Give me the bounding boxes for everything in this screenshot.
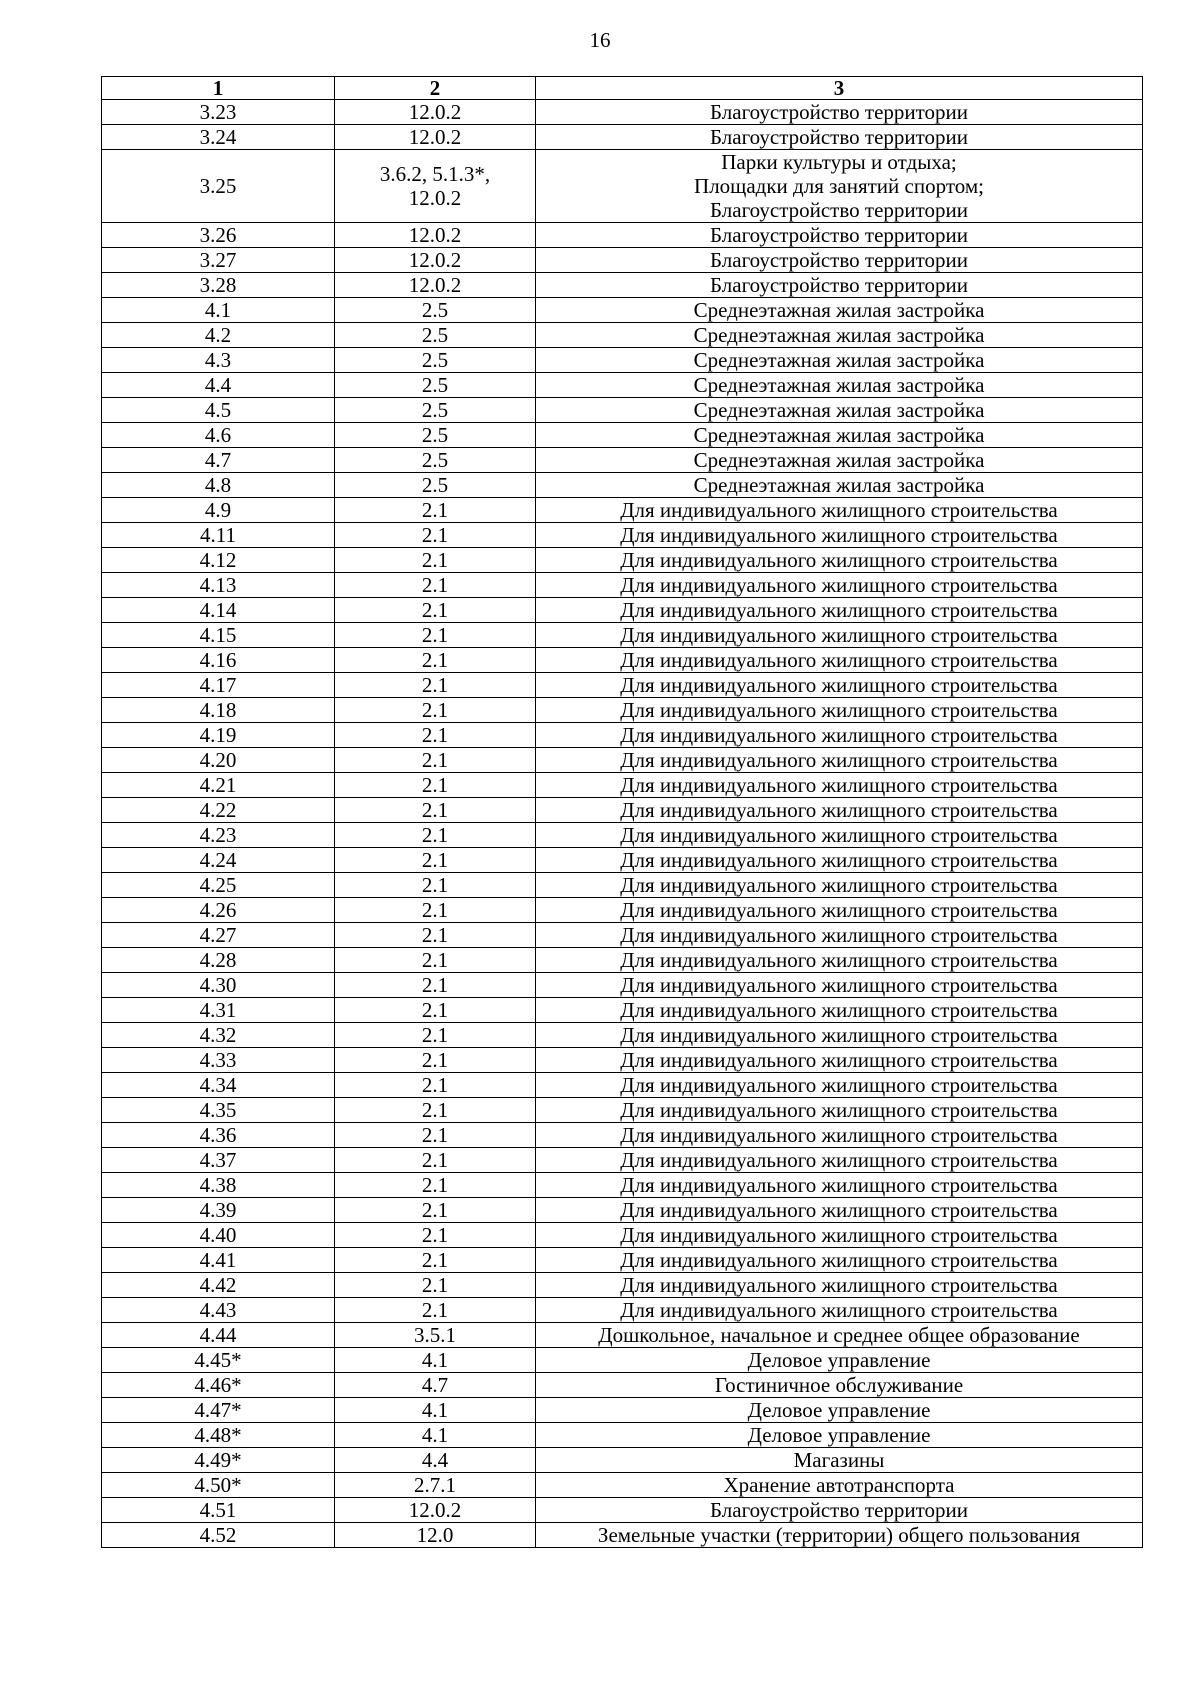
- cell-usage-type: Для индивидуального жилищного строительства: [536, 948, 1143, 973]
- cell-zone-number: 4.15: [102, 623, 335, 648]
- table-row: [102, 1273, 1143, 1298]
- cell-zone-number: 4.30: [102, 973, 335, 998]
- table-row: [102, 1148, 1143, 1173]
- cell-code: 2.1: [335, 898, 536, 923]
- cell-usage-type: Для индивидуального жилищного строительства: [536, 748, 1143, 773]
- cell-zone-number: 4.46*: [102, 1373, 335, 1398]
- cell-zone-number: 4.5: [102, 398, 335, 423]
- table-row: [102, 898, 1143, 923]
- table-row: [102, 348, 1143, 373]
- cell-code: 4.4: [335, 1448, 536, 1473]
- cell-zone-number: 4.4: [102, 373, 335, 398]
- zoning-table: [101, 76, 1143, 1548]
- table-row: [102, 623, 1143, 648]
- table-row: [102, 1523, 1143, 1548]
- cell-line: Благоустройство территории: [710, 198, 968, 222]
- table-row: [102, 1423, 1143, 1448]
- cell-line: 12.0.2: [408, 186, 462, 210]
- table-row: [102, 398, 1143, 423]
- table-body: [102, 100, 1143, 1548]
- cell-code: 12.0.2: [335, 100, 536, 125]
- table-row: [102, 1098, 1143, 1123]
- table-row: [102, 1173, 1143, 1198]
- table-row: [102, 698, 1143, 723]
- cell-usage-type: Среднеэтажная жилая застройка: [536, 423, 1143, 448]
- cell-zone-number: 4.37: [102, 1148, 335, 1173]
- cell-zone-number: 3.25: [102, 150, 335, 223]
- cell-usage-type: Для индивидуального жилищного строительства: [536, 873, 1143, 898]
- cell-zone-number: 4.17: [102, 673, 335, 698]
- cell-line: 3.6.2, 5.1.3*,: [379, 162, 491, 186]
- table-row: [102, 1373, 1143, 1398]
- cell-usage-type: Для индивидуального жилищного строительства: [536, 723, 1143, 748]
- cell-usage-type: Для индивидуального жилищного строительства: [536, 1023, 1143, 1048]
- cell-zone-number: 4.36: [102, 1123, 335, 1148]
- cell-zone-number: 4.21: [102, 773, 335, 798]
- cell-zone-number: 4.45*: [102, 1348, 335, 1373]
- cell-zone-number: 4.40: [102, 1223, 335, 1248]
- cell-code: 2.1: [335, 823, 536, 848]
- cell-code: 12.0.2: [335, 273, 536, 298]
- cell-zone-number: 4.34: [102, 1073, 335, 1098]
- table-row: [102, 298, 1143, 323]
- cell-zone-number: 4.20: [102, 748, 335, 773]
- cell-zone-number: 4.7: [102, 448, 335, 473]
- table-row: [102, 498, 1143, 523]
- cell-zone-number: 4.2: [102, 323, 335, 348]
- cell-usage-type: Благоустройство территории: [536, 125, 1143, 150]
- cell-usage-type: Среднеэтажная жилая застройка: [536, 398, 1143, 423]
- cell-zone-number: 4.9: [102, 498, 335, 523]
- cell-code: 2.1: [335, 573, 536, 598]
- cell-code: 2.1: [335, 948, 536, 973]
- cell-usage-type: Земельные участки (территории) общего пользования: [536, 1523, 1143, 1548]
- cell-code: 2.5: [335, 348, 536, 373]
- cell-usage-type: Для индивидуального жилищного строительства: [536, 998, 1143, 1023]
- column-header-1: 1: [102, 77, 335, 100]
- cell-code: 3.5.1: [335, 1323, 536, 1348]
- cell-code: 2.1: [335, 1098, 536, 1123]
- cell-code: 2.1: [335, 773, 536, 798]
- cell-usage-type: Среднеэтажная жилая застройка: [536, 298, 1143, 323]
- cell-zone-number: 4.12: [102, 548, 335, 573]
- table-row: [102, 948, 1143, 973]
- cell-code: 2.5: [335, 398, 536, 423]
- cell-code: 2.1: [335, 498, 536, 523]
- table-row: [102, 523, 1143, 548]
- cell-code: 2.1: [335, 723, 536, 748]
- cell-zone-number: 4.31: [102, 998, 335, 1023]
- cell-zone-number: 4.47*: [102, 1398, 335, 1423]
- cell-zone-number: 4.32: [102, 1023, 335, 1048]
- cell-zone-number: 4.52: [102, 1523, 335, 1548]
- cell-usage-type: Благоустройство территории: [536, 1498, 1143, 1523]
- cell-code: 2.1: [335, 523, 536, 548]
- cell-usage-type: Для индивидуального жилищного строительства: [536, 548, 1143, 573]
- table-row: [102, 798, 1143, 823]
- cell-code: 2.1: [335, 548, 536, 573]
- table-row: [102, 150, 1143, 223]
- cell-zone-number: 4.44: [102, 1323, 335, 1348]
- cell-code: 2.1: [335, 1223, 536, 1248]
- cell-zone-number: 3.28: [102, 273, 335, 298]
- table-row: [102, 923, 1143, 948]
- cell-zone-number: 3.27: [102, 248, 335, 273]
- cell-zone-number: 4.48*: [102, 1423, 335, 1448]
- cell-usage-type: Для индивидуального жилищного строительства: [536, 898, 1143, 923]
- cell-zone-number: 3.26: [102, 223, 335, 248]
- cell-line: Площадки для занятий спортом;: [694, 174, 984, 198]
- table-row: [102, 848, 1143, 873]
- cell-usage-type: Для индивидуального жилищного строительства: [536, 498, 1143, 523]
- cell-zone-number: 4.13: [102, 573, 335, 598]
- cell-zone-number: 4.42: [102, 1273, 335, 1298]
- table-row: [102, 598, 1143, 623]
- cell-zone-number: 4.1: [102, 298, 335, 323]
- table-row: [102, 973, 1143, 998]
- cell-code: 2.1: [335, 923, 536, 948]
- cell-usage-type: Дошкольное, начальное и среднее общее образование: [536, 1323, 1143, 1348]
- table-row: [102, 1198, 1143, 1223]
- cell-code: 12.0.2: [335, 248, 536, 273]
- cell-code: 2.7.1: [335, 1473, 536, 1498]
- cell-usage-type: Для индивидуального жилищного строительства: [536, 773, 1143, 798]
- table-row: [102, 723, 1143, 748]
- cell-usage-type: Для индивидуального жилищного строительства: [536, 798, 1143, 823]
- cell-code: 4.7: [335, 1373, 536, 1398]
- cell-code: 2.1: [335, 673, 536, 698]
- cell-zone-number: 4.18: [102, 698, 335, 723]
- cell-zone-number: 3.24: [102, 125, 335, 150]
- table-row: [102, 823, 1143, 848]
- cell-usage-type: Для индивидуального жилищного строительства: [536, 1073, 1143, 1098]
- cell-zone-number: 4.28: [102, 948, 335, 973]
- cell-code: 12.0.2: [335, 125, 536, 150]
- cell-usage-type: Деловое управление: [536, 1348, 1143, 1373]
- cell-zone-number: 4.33: [102, 1048, 335, 1073]
- cell-code: 2.1: [335, 848, 536, 873]
- cell-code: 2.1: [335, 798, 536, 823]
- cell-zone-number: 4.50*: [102, 1473, 335, 1498]
- cell-code: 4.1: [335, 1423, 536, 1448]
- cell-usage-type: Для индивидуального жилищного строительства: [536, 848, 1143, 873]
- cell-zone-number: 4.26: [102, 898, 335, 923]
- table-row: [102, 125, 1143, 150]
- table-row: [102, 100, 1143, 125]
- cell-code: 2.1: [335, 648, 536, 673]
- cell-zone-number: 4.41: [102, 1248, 335, 1273]
- table-row: [102, 748, 1143, 773]
- cell-code: 2.1: [335, 1248, 536, 1273]
- table-row: [102, 1248, 1143, 1273]
- cell-usage-type: Для индивидуального жилищного строительства: [536, 1198, 1143, 1223]
- column-header-3: 3: [536, 77, 1143, 100]
- cell-code: 4.1: [335, 1348, 536, 1373]
- page-number: 16: [589, 28, 611, 52]
- cell-usage-type: Для индивидуального жилищного строительства: [536, 623, 1143, 648]
- table-row: [102, 1023, 1143, 1048]
- table-row: [102, 273, 1143, 298]
- cell-code: [335, 150, 536, 223]
- cell-usage-type: Для индивидуального жилищного строительства: [536, 673, 1143, 698]
- cell-usage-type: Гостиничное обслуживание: [536, 1373, 1143, 1398]
- cell-zone-number: 4.6: [102, 423, 335, 448]
- cell-usage-type: Для индивидуального жилищного строительства: [536, 823, 1143, 848]
- cell-code: 12.0: [335, 1523, 536, 1548]
- cell-code: 12.0.2: [335, 1498, 536, 1523]
- cell-usage-type: Для индивидуального жилищного строительства: [536, 923, 1143, 948]
- table-row: [102, 548, 1143, 573]
- cell-code: 2.1: [335, 1148, 536, 1173]
- cell-usage-type: Для индивидуального жилищного строительства: [536, 1148, 1143, 1173]
- cell-usage-type: [536, 150, 1143, 223]
- cell-zone-number: 4.49*: [102, 1448, 335, 1473]
- cell-code: 2.5: [335, 323, 536, 348]
- cell-code: 12.0.2: [335, 223, 536, 248]
- cell-usage-type: Для индивидуального жилищного строительства: [536, 973, 1143, 998]
- cell-zone-number: 4.43: [102, 1298, 335, 1323]
- cell-usage-type: Среднеэтажная жилая застройка: [536, 448, 1143, 473]
- cell-zone-number: 4.8: [102, 473, 335, 498]
- cell-zone-number: 4.11: [102, 523, 335, 548]
- table-row: [102, 373, 1143, 398]
- cell-usage-type: Среднеэтажная жилая застройка: [536, 373, 1143, 398]
- cell-code: 2.5: [335, 423, 536, 448]
- cell-code: 2.5: [335, 373, 536, 398]
- table-row: [102, 473, 1143, 498]
- cell-code: 2.1: [335, 698, 536, 723]
- cell-usage-type: Для индивидуального жилищного строительства: [536, 648, 1143, 673]
- cell-usage-type: Для индивидуального жилищного строительства: [536, 1248, 1143, 1273]
- cell-zone-number: 4.3: [102, 348, 335, 373]
- cell-code: 2.1: [335, 1123, 536, 1148]
- cell-code: 2.1: [335, 598, 536, 623]
- cell-code: 2.1: [335, 1173, 536, 1198]
- cell-usage-type: Благоустройство территории: [536, 223, 1143, 248]
- cell-usage-type: Для индивидуального жилищного строительства: [536, 1273, 1143, 1298]
- table-row: [102, 998, 1143, 1023]
- table-row: [102, 773, 1143, 798]
- table-row: [102, 673, 1143, 698]
- table-row: [102, 1298, 1143, 1323]
- table-row: [102, 1448, 1143, 1473]
- cell-usage-type: Для индивидуального жилищного строительства: [536, 1048, 1143, 1073]
- cell-code: 2.1: [335, 873, 536, 898]
- table-row: [102, 1223, 1143, 1248]
- cell-code: 2.1: [335, 1273, 536, 1298]
- cell-usage-type: Благоустройство территории: [536, 248, 1143, 273]
- table-row: [102, 448, 1143, 473]
- table-row: [102, 573, 1143, 598]
- table-row: [102, 1348, 1143, 1373]
- cell-usage-type: Магазины: [536, 1448, 1143, 1473]
- table-row: [102, 1073, 1143, 1098]
- cell-usage-type: Для индивидуального жилищного строительства: [536, 573, 1143, 598]
- cell-usage-type: Для индивидуального жилищного строительства: [536, 1298, 1143, 1323]
- cell-zone-number: 4.35: [102, 1098, 335, 1123]
- cell-code: 2.1: [335, 748, 536, 773]
- cell-code: 2.1: [335, 973, 536, 998]
- cell-usage-type: Хранение автотранспорта: [536, 1473, 1143, 1498]
- cell-usage-type: Среднеэтажная жилая застройка: [536, 473, 1143, 498]
- cell-zone-number: 4.23: [102, 823, 335, 848]
- table-row: [102, 223, 1143, 248]
- table-header-row: [102, 77, 1143, 100]
- cell-zone-number: 4.24: [102, 848, 335, 873]
- cell-zone-number: 4.27: [102, 923, 335, 948]
- cell-zone-number: 4.39: [102, 1198, 335, 1223]
- cell-usage-type: Для индивидуального жилищного строительства: [536, 598, 1143, 623]
- cell-zone-number: 4.38: [102, 1173, 335, 1198]
- table-row: [102, 1398, 1143, 1423]
- cell-usage-type: Для индивидуального жилищного строительства: [536, 523, 1143, 548]
- cell-code: 2.1: [335, 998, 536, 1023]
- table-row: [102, 873, 1143, 898]
- table-row: [102, 1048, 1143, 1073]
- cell-usage-type: Для индивидуального жилищного строительства: [536, 698, 1143, 723]
- table-row: [102, 1498, 1143, 1523]
- cell-zone-number: 4.19: [102, 723, 335, 748]
- cell-usage-type: Для индивидуального жилищного строительства: [536, 1223, 1143, 1248]
- cell-usage-type: Для индивидуального жилищного строительства: [536, 1098, 1143, 1123]
- cell-usage-type: Благоустройство территории: [536, 100, 1143, 125]
- cell-code: 2.1: [335, 1073, 536, 1098]
- cell-code: 2.1: [335, 1048, 536, 1073]
- cell-code: 2.1: [335, 1298, 536, 1323]
- cell-usage-type: Для индивидуального жилищного строительства: [536, 1173, 1143, 1198]
- cell-code: 2.5: [335, 298, 536, 323]
- table-row: [102, 1473, 1143, 1498]
- table-row: [102, 423, 1143, 448]
- column-header-2: 2: [335, 77, 536, 100]
- cell-code: 2.5: [335, 473, 536, 498]
- cell-zone-number: 3.23: [102, 100, 335, 125]
- cell-zone-number: 4.25: [102, 873, 335, 898]
- cell-usage-type: Среднеэтажная жилая застройка: [536, 323, 1143, 348]
- cell-code: 2.1: [335, 1023, 536, 1048]
- cell-code: 2.1: [335, 1198, 536, 1223]
- cell-usage-type: Деловое управление: [536, 1423, 1143, 1448]
- table-row: [102, 648, 1143, 673]
- cell-code: 2.5: [335, 448, 536, 473]
- cell-zone-number: 4.16: [102, 648, 335, 673]
- cell-usage-type: Для индивидуального жилищного строительства: [536, 1123, 1143, 1148]
- table-row: [102, 1123, 1143, 1148]
- cell-code: 2.1: [335, 623, 536, 648]
- table-row: [102, 248, 1143, 273]
- table-row: [102, 1323, 1143, 1348]
- table-row: [102, 323, 1143, 348]
- cell-usage-type: Благоустройство территории: [536, 273, 1143, 298]
- cell-zone-number: 4.22: [102, 798, 335, 823]
- cell-usage-type: Среднеэтажная жилая застройка: [536, 348, 1143, 373]
- cell-line: Парки культуры и отдыха;: [721, 150, 957, 174]
- cell-zone-number: 4.14: [102, 598, 335, 623]
- cell-zone-number: 4.51: [102, 1498, 335, 1523]
- cell-code: 4.1: [335, 1398, 536, 1423]
- cell-usage-type: Деловое управление: [536, 1398, 1143, 1423]
